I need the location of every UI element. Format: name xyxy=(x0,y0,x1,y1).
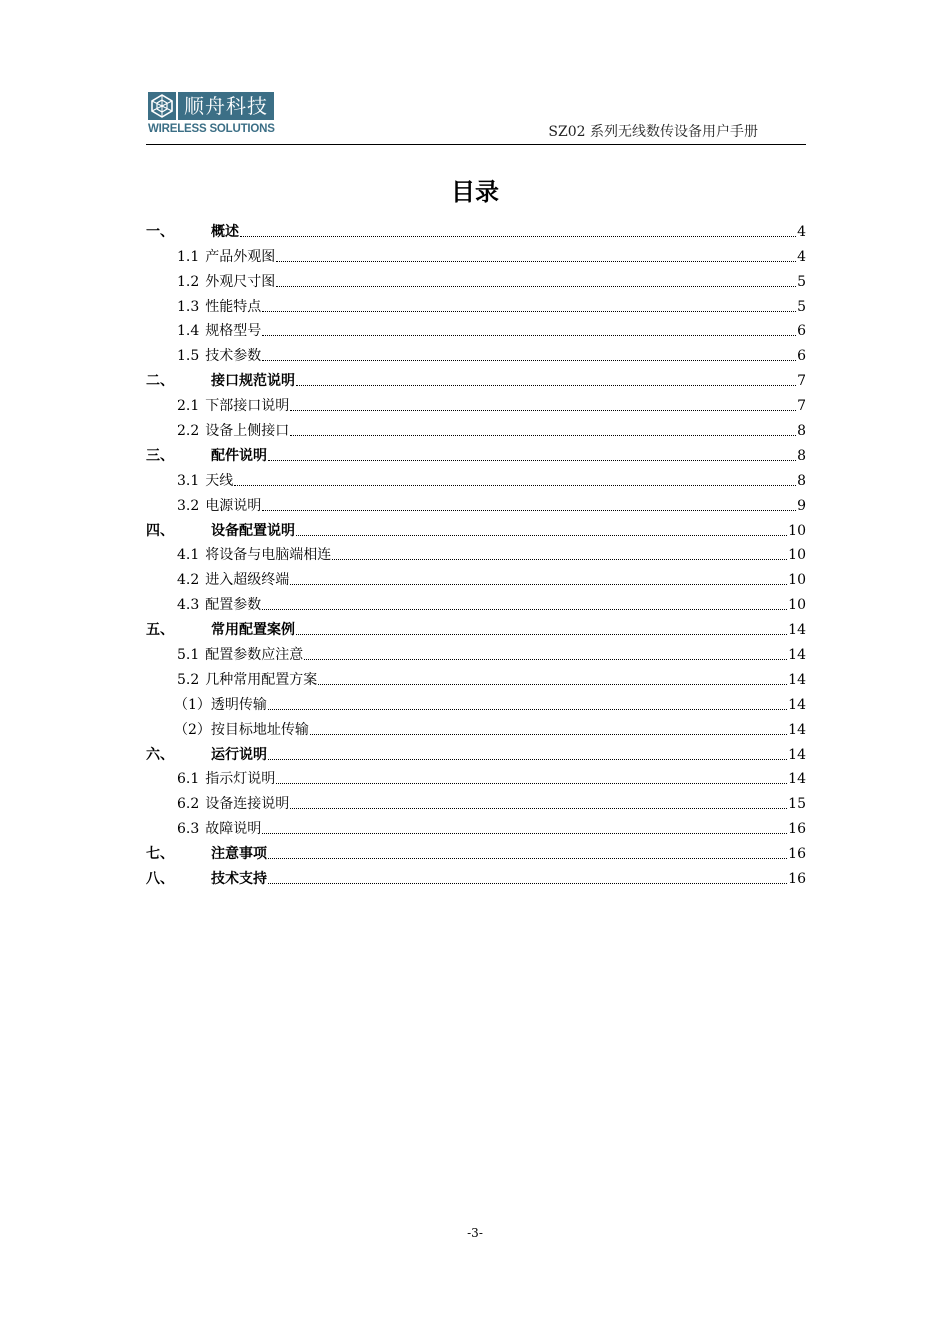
toc-entry-title: 接口规范说明 xyxy=(211,373,295,390)
toc-dot-leader xyxy=(240,236,796,237)
toc-dot-leader xyxy=(268,883,787,884)
toc-entry-page: 15 xyxy=(788,796,806,813)
toc-entry[interactable] xyxy=(146,813,806,838)
toc-entry-number: 八、 xyxy=(146,871,174,888)
toc-entry[interactable] xyxy=(146,564,806,589)
toc-entry-page: 8 xyxy=(797,423,806,440)
toc-entry[interactable] xyxy=(146,390,806,415)
toc-dot-leader xyxy=(296,634,787,635)
toc-entry[interactable] xyxy=(146,490,806,515)
toc-entry-page: 10 xyxy=(788,522,806,539)
toc-dot-leader xyxy=(262,360,796,361)
toc-dot-leader xyxy=(276,261,796,262)
toc-entry-number: 四、 xyxy=(146,522,174,539)
toc-entry-title: 进入超级终端 xyxy=(205,572,290,589)
toc-entry-number: 1.2 xyxy=(177,273,200,290)
toc-entry-page: 6 xyxy=(797,323,806,340)
toc-entry-number: 5.1 xyxy=(177,647,200,664)
toc-entry-title: 概述 xyxy=(211,223,239,240)
toc-dot-leader xyxy=(332,559,787,560)
toc-entry[interactable] xyxy=(146,266,806,291)
toc-entry-number: 6.3 xyxy=(177,821,200,838)
toc-entry[interactable] xyxy=(146,216,806,241)
toc-dot-leader xyxy=(268,759,787,760)
toc-entry-title: 产品外观图 xyxy=(205,248,276,265)
toc-entry[interactable] xyxy=(146,664,806,689)
toc-entry-page: 7 xyxy=(797,373,806,390)
toc-entry-title: 几种常用配置方案 xyxy=(205,671,318,688)
toc-dot-leader xyxy=(262,609,787,610)
toc-dot-leader xyxy=(268,709,787,710)
toc-entry-title: 设备连接说明 xyxy=(205,796,290,813)
toc-entry-title: （2）按目标地址传输 xyxy=(174,721,309,738)
toc-entry[interactable] xyxy=(146,440,806,465)
toc-entry[interactable] xyxy=(146,589,806,614)
toc-entry-title: 将设备与电脑端相连 xyxy=(205,547,332,564)
company-logo xyxy=(146,90,280,142)
toc-entry-page: 14 xyxy=(788,721,806,738)
toc-entry-page: 8 xyxy=(797,472,806,489)
toc-entry[interactable] xyxy=(146,340,806,365)
toc-entry-number: 3.2 xyxy=(177,497,200,514)
toc-entry[interactable] xyxy=(146,614,806,639)
toc-dot-leader xyxy=(262,335,796,336)
toc-entry-title: 技术参数 xyxy=(205,348,262,365)
toc-entry-page: 14 xyxy=(788,696,806,713)
toc-entry-title: 设备配置说明 xyxy=(211,522,295,539)
toc-entry[interactable] xyxy=(146,316,806,341)
toc-entry-page: 14 xyxy=(788,647,806,664)
toc-entry-title: 天线 xyxy=(205,472,234,489)
toc-dot-leader xyxy=(276,783,787,784)
toc-entry[interactable] xyxy=(146,639,806,664)
toc-entry-number: 1.5 xyxy=(177,348,200,365)
toc-entry-number: 6.1 xyxy=(177,771,200,788)
toc-entry-title: 性能特点 xyxy=(205,298,262,315)
logo-name: 顺舟科技 xyxy=(178,92,274,120)
toc-entry-page: 10 xyxy=(788,597,806,614)
toc-dot-leader xyxy=(290,410,796,411)
toc-entry[interactable] xyxy=(146,415,806,440)
page-header xyxy=(146,88,806,148)
toc-dot-leader xyxy=(268,858,787,859)
toc-dot-leader xyxy=(276,286,796,287)
page-number: -3- xyxy=(467,1226,483,1240)
toc-entry-number: 二、 xyxy=(146,373,174,390)
toc-entry-page: 10 xyxy=(788,547,806,564)
toc-entry[interactable] xyxy=(146,465,806,490)
toc-entry-page: 14 xyxy=(788,771,806,788)
toc-entry-title: 电源说明 xyxy=(205,497,262,514)
toc-entry[interactable] xyxy=(146,714,806,739)
toc-entry-page: 8 xyxy=(797,447,806,464)
toc-dot-leader xyxy=(318,684,787,685)
toc-entry-number: 七、 xyxy=(146,846,174,863)
toc-dot-leader xyxy=(304,659,787,660)
toc-dot-leader xyxy=(234,485,796,486)
toc-entry[interactable] xyxy=(146,838,806,863)
toc-dot-leader xyxy=(262,833,787,834)
toc-entry-title: 配置参数 xyxy=(205,597,262,614)
toc-entry-page: 10 xyxy=(788,572,806,589)
toc-entry-title: 设备上侧接口 xyxy=(205,423,290,440)
toc-entry-number: 6.2 xyxy=(177,796,200,813)
toc-entry-page: 4 xyxy=(797,248,806,265)
toc-entry-title: （1）透明传输 xyxy=(174,696,267,713)
toc-entry-number: 五、 xyxy=(146,622,174,639)
logo-tagline: WIRELESS SOLUTIONS xyxy=(148,123,275,135)
toc-entry[interactable] xyxy=(146,291,806,316)
toc-entry-title: 规格型号 xyxy=(205,323,262,340)
toc-dot-leader xyxy=(290,584,787,585)
logo-mark-icon xyxy=(148,92,176,120)
toc-entry-page: 9 xyxy=(797,497,806,514)
toc-entry-title: 外观尺寸图 xyxy=(205,273,276,290)
toc-entry-title: 指示灯说明 xyxy=(205,771,276,788)
toc-entry[interactable] xyxy=(146,365,806,390)
toc-entry-title: 注意事项 xyxy=(211,846,267,863)
toc-entry-page: 16 xyxy=(788,846,806,863)
toc-dot-leader xyxy=(262,510,796,511)
toc-entry-number: 1.4 xyxy=(177,323,200,340)
toc-entry[interactable] xyxy=(146,863,806,888)
toc-entry-number: 一、 xyxy=(146,223,174,240)
toc-entry[interactable] xyxy=(146,540,806,565)
toc-entry[interactable] xyxy=(146,241,806,266)
toc-entry[interactable] xyxy=(146,515,806,540)
toc-dot-leader xyxy=(296,535,787,536)
toc-entry[interactable] xyxy=(146,739,806,764)
toc-entry-page: 5 xyxy=(797,298,806,315)
toc-entry-title: 故障说明 xyxy=(205,821,262,838)
toc-entry-page: 14 xyxy=(788,746,806,763)
document-title: SZ02 系列无线数传设备用户手册 xyxy=(548,124,758,140)
toc-entry-number: 4.2 xyxy=(177,572,200,589)
toc-entry-title: 常用配置案例 xyxy=(211,622,295,639)
toc-entry-title: 配置参数应注意 xyxy=(205,647,304,664)
toc-dot-leader xyxy=(296,385,796,386)
toc-entry-number: 1.3 xyxy=(177,298,200,315)
toc-entry-number: 三、 xyxy=(146,447,174,464)
toc-entry[interactable] xyxy=(146,689,806,714)
toc-dot-leader xyxy=(310,734,787,735)
toc-entry-title: 技术支持 xyxy=(211,871,267,888)
toc-entry-title: 配件说明 xyxy=(211,447,267,464)
toc-entry-title: 下部接口说明 xyxy=(205,398,290,415)
toc-heading: 目录 xyxy=(451,178,499,206)
toc-entry-page: 16 xyxy=(788,821,806,838)
toc-entry-page: 14 xyxy=(788,622,806,639)
toc-entry-page: 6 xyxy=(797,348,806,365)
toc-dot-leader xyxy=(262,311,796,312)
toc-entry-number: 六、 xyxy=(146,746,174,763)
header-divider xyxy=(146,144,806,145)
toc-dot-leader xyxy=(290,435,796,436)
toc-entry-page: 16 xyxy=(788,871,806,888)
toc-entry-number: 1.1 xyxy=(177,248,200,265)
toc-entry-number: 4.1 xyxy=(177,547,200,564)
toc-entry-page: 5 xyxy=(797,273,806,290)
toc-dot-leader xyxy=(290,808,787,809)
toc-entry[interactable] xyxy=(146,764,806,789)
toc-entry-number: 2.1 xyxy=(177,398,200,415)
toc-entry-page: 14 xyxy=(788,671,806,688)
toc-entry-page: 7 xyxy=(797,398,806,415)
toc-entry-number: 4.3 xyxy=(177,597,200,614)
toc-entry-number: 2.2 xyxy=(177,423,200,440)
toc-entry-number: 5.2 xyxy=(177,671,200,688)
toc-entry-title: 运行说明 xyxy=(211,746,267,763)
toc-dot-leader xyxy=(268,460,796,461)
toc-entry-number: 3.1 xyxy=(177,472,200,489)
table-of-contents xyxy=(146,216,806,888)
toc-entry[interactable] xyxy=(146,788,806,813)
toc-entry-page: 4 xyxy=(797,223,806,240)
